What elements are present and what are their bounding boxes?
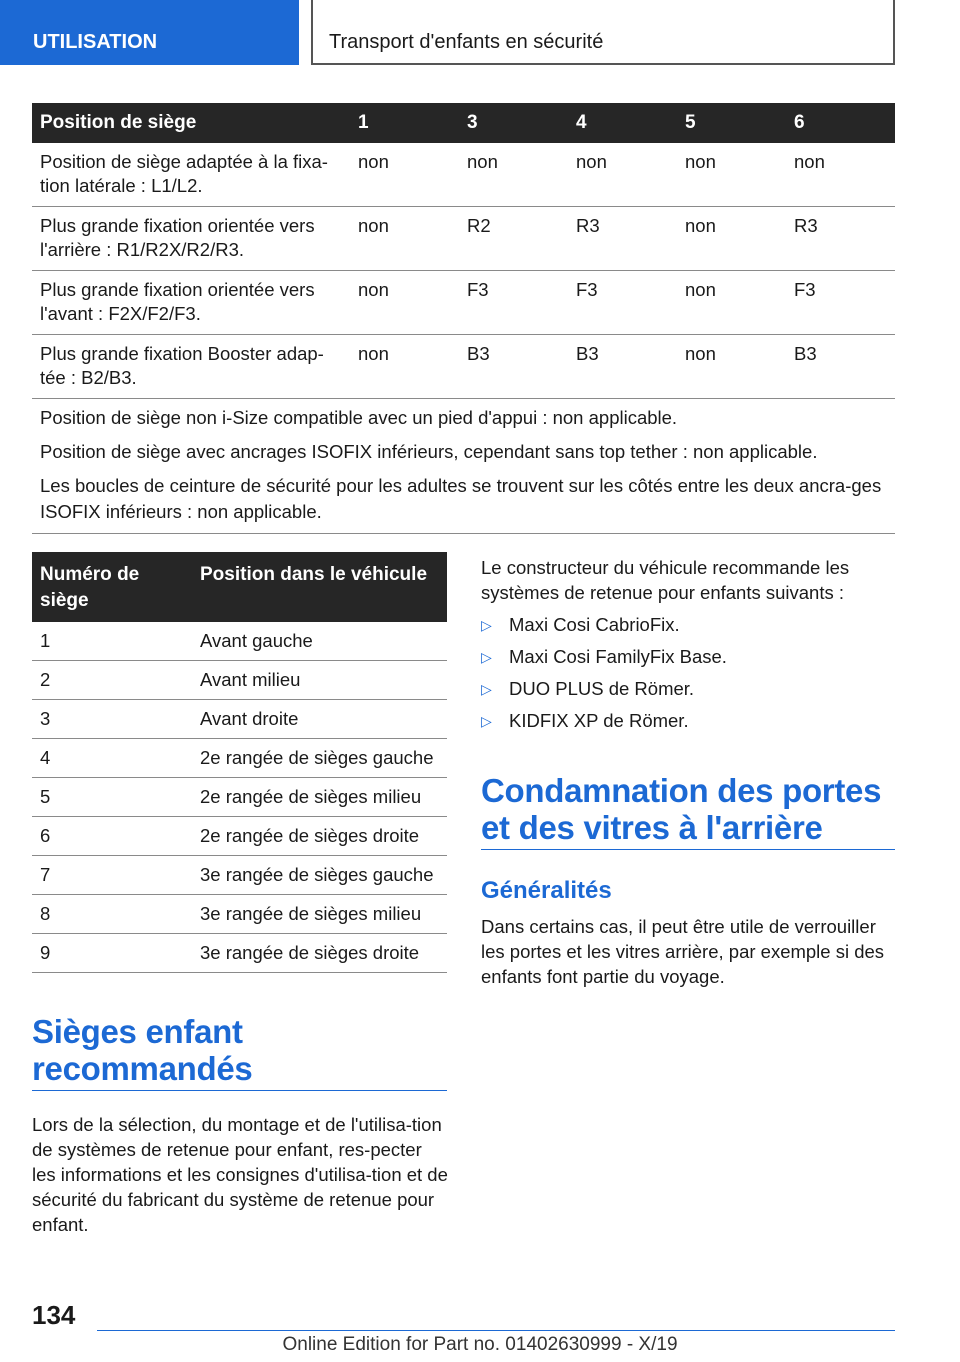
row-label: Plus grande fixation Booster adap-tée : B2/B3. [32,335,350,399]
table-row [32,207,895,271]
header-seat-5: 5 [677,103,786,143]
list-item-text: DUO PLUS de Römer. [509,678,695,699]
table-cell: B3 [786,335,895,399]
table-cell: 8 [32,895,192,934]
door-lock-heading: Condamnation des portes et des vitres à l'arrière [481,772,882,846]
table-cell: non [677,271,786,335]
table-row [32,778,447,817]
table-cell: 7 [32,856,192,895]
triangle-right-icon: ▷ [481,649,492,665]
header-seat-4: 4 [568,103,677,143]
table-cell: 3e rangée de sièges gauche [192,856,447,895]
table-notes-row [32,399,895,534]
table-cell: 6 [32,817,192,856]
table-row [32,143,895,207]
table-cell: F3 [459,271,568,335]
seat-number-table [32,552,447,973]
table-row [32,856,447,895]
table-cell: 5 [32,778,192,817]
section-tab[interactable]: UTILISATION [0,0,299,65]
page-number: 134 [32,1300,76,1330]
table-cell: non [677,335,786,399]
table-cell: non [677,143,786,207]
list-item-text: KIDFIX XP de Römer. [509,710,689,731]
note-text: Position de siège avec ancrages ISOFIX inférieurs, cependant sans top tether : non applicable. [40,441,818,462]
recommend-intro: Le constructeur du véhicule recommande les systèmes de retenue pour enfants suivants : [481,557,850,603]
table-cell: non [786,143,895,207]
table-cell: 2e rangée de sièges gauche [192,739,447,778]
table-row [32,700,447,739]
heading-divider [481,849,895,850]
table-cell: 3 [32,700,192,739]
list-item [481,676,727,708]
list-item [481,644,727,676]
footer-edition: Online Edition for Part no. 01402630999 - X/19 [282,1334,678,1355]
table-row [32,335,895,399]
note-text: Position de siège non i-Size compatible avec un pied d'appui : non applicable. [40,407,678,428]
table-row [32,622,447,661]
list-item-text: Maxi Cosi FamilyFix Base. [509,646,727,667]
header-seat-6: 6 [786,103,895,143]
table-cell: Avant milieu [192,661,447,700]
header-vehicle-position: Position dans le véhicule [192,552,447,622]
header-position: Position de siège [32,103,350,143]
table-notes [32,399,895,534]
header-seat-3: 3 [459,103,568,143]
table-cell: non [350,143,459,207]
header-seat-1: 1 [350,103,459,143]
note-text: Les boucles de ceinture de sécurité pour les adultes se trouvent sur les côtés entre les deux ancra-ges ISOFIX inférieurs : non applicable. [40,475,882,522]
table-cell: non [677,207,786,271]
table-cell: R3 [568,207,677,271]
table-cell: non [459,143,568,207]
table-cell: 4 [32,739,192,778]
table-header-row [32,552,447,622]
seat-position-table [32,103,895,534]
table-cell: 1 [32,622,192,661]
table-header-row [32,103,895,143]
table-cell: non [350,207,459,271]
table-row [32,661,447,700]
header-seat-number: Numéro de siège [32,552,192,622]
table-cell: non [350,335,459,399]
chapter-title: Transport d'enfants en sécurité [311,0,895,65]
row-label: Plus grande fixation orientée vers l'avant : F2X/F2/F3. [32,271,350,335]
table-row [32,271,895,335]
recommended-systems-list [481,612,727,740]
table-cell: B3 [459,335,568,399]
table-cell: 2e rangée de sièges milieu [192,778,447,817]
table-cell: 3e rangée de sièges droite [192,934,447,973]
triangle-right-icon: ▷ [481,617,492,633]
table-cell: non [568,143,677,207]
table-cell: 2 [32,661,192,700]
table-cell: R3 [786,207,895,271]
heading-divider [32,1090,447,1091]
row-label: Plus grande fixation orientée vers l'arrière : R1/R2X/R2/R3. [32,207,350,271]
footer-divider [97,1330,895,1331]
table-row [32,817,447,856]
table-cell: 3e rangée de sièges milieu [192,895,447,934]
table-cell: B3 [568,335,677,399]
door-lock-text: Dans certains cas, il peut être utile de verrouiller les portes et les vitres arrière, par exemple si des enfants font partie du voyage. [481,916,885,987]
table-cell: F3 [568,271,677,335]
table-cell: Avant droite [192,700,447,739]
table-row [32,895,447,934]
recommended-seats-text: Lors de la sélection, du montage et de l'utilisa-tion de systèmes de retenue pour enfant, res-pecter les informations et les consignes d'utilisa-tion et de sécurité du fabricant du système de retenue pour enfant. [32,1114,448,1235]
table-cell: R2 [459,207,568,271]
table-cell: F3 [786,271,895,335]
table-cell: non [350,271,459,335]
table-cell: 2e rangée de sièges droite [192,817,447,856]
general-subheading: Généralités [481,877,612,904]
triangle-right-icon: ▷ [481,713,492,729]
list-item-text: Maxi Cosi CabrioFix. [509,614,680,635]
table-cell: 9 [32,934,192,973]
list-item [481,708,727,740]
table-cell: Avant gauche [192,622,447,661]
row-label: Position de siège adaptée à la fixa-tion latérale : L1/L2. [32,143,350,207]
recommended-seats-heading: Sièges enfant recommandés [32,1013,253,1087]
table-row [32,934,447,973]
triangle-right-icon: ▷ [481,681,492,697]
list-item [481,612,727,644]
table-row [32,739,447,778]
